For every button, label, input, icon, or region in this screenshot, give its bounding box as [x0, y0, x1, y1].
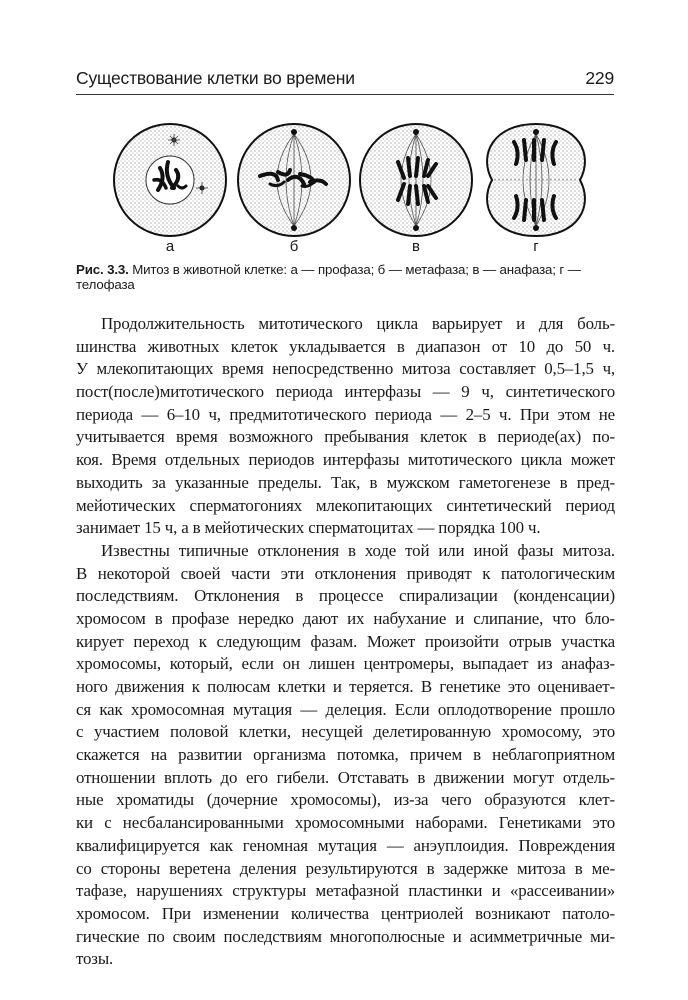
text-line: хромосом в профазе нередко дают их набухание и слипание, что бло-	[76, 608, 615, 628]
text-line: последствиям. Отклонения в процессе спирализации (конденсации)	[76, 586, 615, 606]
text-line: ные хроматиды (дочерние хромосомы), из-за чего образуются клет-	[76, 790, 615, 810]
text-line: со стороны веретена деления результируются в задержке митоза в ме-	[76, 858, 615, 878]
text-line: У млекопитающих время непосредственно митоза составляет 0,5–1,5 ч,	[76, 359, 615, 379]
caption-text: Митоз в животной клетке: а — профаза; б — метафаза; в — анафаза; г — телофаза	[76, 262, 581, 292]
text-line: скажется на развитии организма потомка, причем в неблагоприятном	[76, 745, 615, 765]
text-line: коя. Время отдельных периодов интерфазы митотического цикла может	[76, 450, 615, 470]
mitosis-figure	[110, 118, 590, 250]
cell-anaphase	[360, 124, 472, 236]
panel-label-g: г	[533, 238, 539, 255]
figure-caption	[76, 262, 616, 292]
text-line: отношении вплоть до его гибели. Отставать в движении могут отдель-	[76, 767, 615, 787]
text-line: квалифицируется как геномная мутация — анэуплоидия. Повреждения	[76, 835, 615, 855]
cell-prophase	[114, 124, 226, 236]
text-line: ся как хромосомная мутация — делеция. Если оплодотворение прошло	[76, 699, 615, 719]
panel-label-b: б	[289, 238, 299, 255]
text-line: периода — 6–10 ч, предмитотического периода — 2–5 ч. При этом не	[76, 404, 615, 424]
text-line: выходить за указанные пределы. Так, в мужском гаметогенезе в пред-	[76, 472, 615, 492]
text-line: гические по своим последствиям многополюсные и асимметричные ми-	[76, 926, 615, 946]
text-line: пост(после)митотического периода интерфазы — 9 ч, синтетического	[76, 382, 615, 402]
text-line: тозы.	[76, 949, 114, 969]
figure-panel-labels	[110, 238, 590, 258]
running-head	[76, 64, 614, 92]
text-line: с участием половой клетки, несущей делетированную хромосому, это	[76, 722, 615, 742]
caption-label: Рис. 3.3.	[76, 262, 129, 277]
cell-metaphase	[238, 124, 350, 236]
text-line: В некоторой своей части эти отклонения приводят к патологическим	[76, 563, 615, 583]
paragraph-2	[76, 540, 615, 971]
cell-telophase	[487, 124, 585, 236]
header-rule	[76, 94, 614, 95]
running-title: Существование клетки во времени	[76, 68, 355, 88]
text-line: ного движения к полюсам клетки и теряется. В генетике это оценивает-	[76, 677, 615, 696]
text-line: хромосомы, который, если он лишен центромеры, выпадает из анафаз-	[76, 654, 615, 674]
text-line: занимает 15 ч, а в мейотических сперматоцитах — порядка 100 ч.	[76, 518, 541, 538]
text-line: Продолжительность митотического цикла варьирует и для боль-	[101, 314, 615, 333]
body-text	[76, 313, 615, 971]
panel-label-v: в	[412, 238, 420, 255]
paragraph-1	[76, 313, 615, 540]
panel-label-a: а	[165, 238, 175, 255]
text-line: Известны типичные отклонения в ходе той или иной фазы митоза.	[101, 540, 615, 560]
text-line: мейотических сперматогониях млекопитающих синтетический период	[76, 495, 615, 515]
text-line: учитывается время возможного пребывания клеток в периоде(ах) по-	[76, 427, 615, 447]
text-line: тафазе, нарушениях структуры метафазной пластинки и «рассеивании»	[76, 881, 615, 901]
text-line: кирует переход к следующим фазам. Может произойти отрыв участка	[76, 631, 615, 651]
text-line: шинства животных клеток укладывается в диапазон от 10 до 50 ч.	[76, 336, 615, 356]
text-line: хромосом. При изменении количества центриолей возникают патоло-	[76, 903, 615, 923]
page-number: 229	[585, 68, 614, 88]
text-line: ки с несбалансированными хромосомными наборами. Генетиками это	[76, 813, 615, 833]
